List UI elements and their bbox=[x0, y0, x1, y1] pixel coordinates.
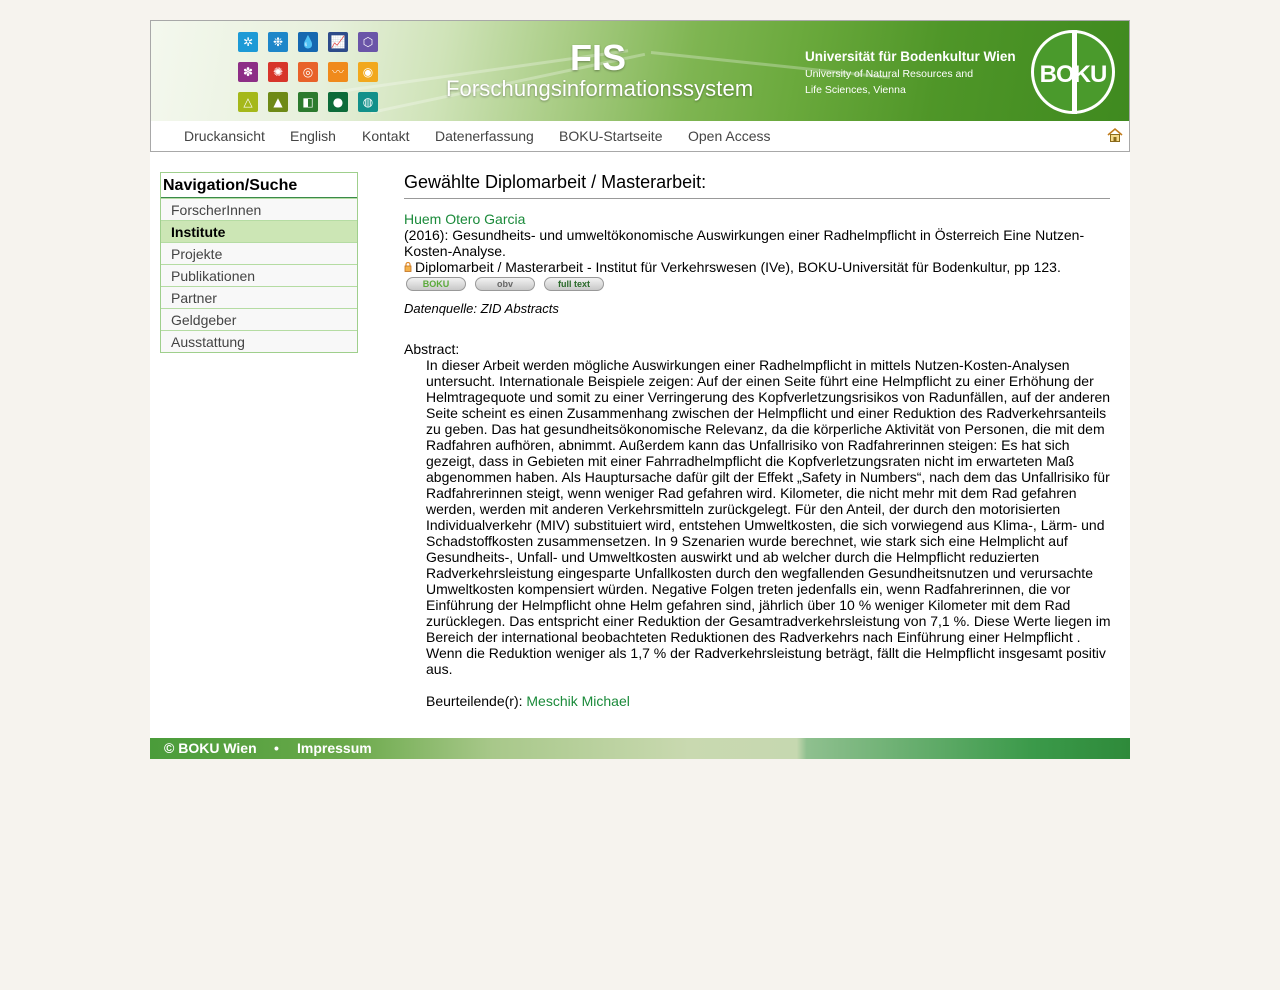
footer-copyright: © BOKU Wien bbox=[164, 740, 257, 756]
page-title: Gewählte Diplomarbeit / Masterarbeit: bbox=[404, 172, 1110, 199]
nav-druckansicht[interactable]: Druckansicht bbox=[184, 128, 265, 144]
university-name-en-line2: Life Sciences, Vienna bbox=[805, 84, 906, 96]
sidebar-item-geldgeber[interactable]: Geldgeber bbox=[161, 308, 357, 330]
sidebar-title: Navigation/Suche bbox=[161, 173, 357, 198]
link-buttons bbox=[404, 277, 1110, 293]
water-drop-icon: 💧 bbox=[298, 32, 318, 52]
cycle-icon: ◎ bbox=[298, 62, 318, 82]
author-link[interactable]: Huem Otero Garcia bbox=[404, 211, 526, 227]
bulb-icon: ● bbox=[328, 92, 348, 112]
header-banner bbox=[150, 20, 1130, 121]
fis-title: FIS bbox=[570, 37, 627, 78]
home-icon[interactable] bbox=[1107, 127, 1123, 143]
university-name-de: Universität für Bodenkultur Wien bbox=[805, 49, 1016, 64]
chart-line-icon: 〰 bbox=[328, 62, 348, 82]
tree-icon: ▲ bbox=[268, 92, 288, 112]
obv-link-button[interactable]: obv bbox=[475, 277, 535, 291]
page-container bbox=[150, 20, 1130, 759]
top-navigation bbox=[150, 121, 1130, 152]
nav-kontakt[interactable]: Kontakt bbox=[362, 128, 410, 144]
university-name-en-line1: University of Natural Resources and bbox=[805, 68, 974, 80]
thesis-type-text: Diplomarbeit / Masterarbeit - Institut für Verkehrswesen (IVe), BOKU-Universität für Bodenkultur, pp 123. bbox=[415, 259, 1061, 275]
abstract-label: Abstract: bbox=[404, 341, 460, 357]
sidebar-item-partner[interactable]: Partner bbox=[161, 286, 357, 308]
main-content bbox=[404, 172, 1110, 709]
sidebar-item-publikationen[interactable]: Publikationen bbox=[161, 264, 357, 286]
leaf-icon: ◧ bbox=[298, 92, 318, 112]
boku-logo-text: BOKU bbox=[1039, 61, 1107, 88]
molecule-icon: ✲ bbox=[238, 32, 258, 52]
spiral-icon: ◉ bbox=[358, 62, 378, 82]
boku-link-button[interactable]: BOKU bbox=[406, 277, 466, 291]
fis-subtitle: Forschungsinformationssystem bbox=[446, 76, 754, 101]
nav-english[interactable]: English bbox=[290, 128, 336, 144]
footer-separator: • bbox=[274, 740, 279, 756]
fulltext-link-button[interactable]: full text bbox=[544, 277, 604, 291]
sidebar-item-ausstattung[interactable]: Ausstattung bbox=[161, 330, 357, 352]
citation-text: (2016): Gesundheits- und umweltökonomische Auswirkungen einer Radhelmpflicht in Österreich Eine Nutzen-Kosten-Analyse. bbox=[404, 227, 1085, 259]
sidebar-item-forscherinnen[interactable]: ForscherInnen bbox=[161, 198, 357, 220]
sidebar-item-institute[interactable]: Institute bbox=[161, 220, 357, 242]
thesis-type-line bbox=[404, 259, 1110, 275]
reviewer-line bbox=[426, 693, 1110, 709]
nav-open-access[interactable]: Open Access bbox=[688, 128, 771, 144]
footer-impressum-link[interactable]: Impressum bbox=[297, 740, 372, 756]
footer bbox=[150, 738, 1130, 759]
boku-logo[interactable] bbox=[1031, 30, 1115, 114]
nav-datenerfassung[interactable]: Datenerfassung bbox=[435, 128, 534, 144]
reviewer-label: Beurteilende(r): bbox=[426, 693, 523, 709]
flower-icon: ✽ bbox=[238, 62, 258, 82]
cells-icon: ❉ bbox=[268, 32, 288, 52]
triangle-icon: △ bbox=[238, 92, 258, 112]
data-source: Datenquelle: ZID Abstracts bbox=[404, 301, 559, 316]
hexagon-icon: ⬡ bbox=[358, 32, 378, 52]
sidebar-item-projekte[interactable]: Projekte bbox=[161, 242, 357, 264]
graph-icon: 📈 bbox=[328, 32, 348, 52]
globe-icon: ◍ bbox=[358, 92, 378, 112]
lock-icon bbox=[404, 262, 412, 272]
abstract-text: In dieser Arbeit werden mögliche Auswirkungen einer Radhelmpflicht in mittels Nutzen-Kosten-Analysen untersucht. Internationale Beispiele zeigen: Auf der einen Seite führt eine Helmpflicht zu einer Erhöhung der Helmtragequote und somit zu einer Verringerung des Kopfverletzungsrisikos von Radunfällen, auf der anderen Seite scheint es einen Zusammenhang zwischen der Helmpflicht und einer Reduktion des Radverkehrsanteils zu geben. Das hat gesundheitsökonomische Relevanz, da die körperliche Aktivität von Personen, die mit dem Radfahren aufhören, abnimmt. Außerdem kann das Unfallrisiko von Radfahrerinnen steigen: Es hat sich gezeigt, dass in Gebieten mit einer Fahrradhelmpflicht die Kopfverletzungsraten nicht im erwarteten Maß abgenommen haben. Als Hauptursache dafür gilt der Effekt „Safety in Numbers“, nach dem das Unfallrisiko für Radfahrerinnen steigt, wenn weniger Rad gefahren wird. Kilometer, die nicht mehr mit dem Rad gefahren werden, werden mit anderen Verkehrsmitteln zurückgelegt. Für den Anteil, der durch den motorisierten Individualverkehr (MIV) substituiert wird, entstehen Umweltkosten, die sich vorwiegend aus Klima-, Lärm- und Schadstoffkosten zusammensetzen. In 9 Szenarien wurde berechnet, wie stark sich eine Helmplicht auf Gesundheits-, Unfall- und Umweltkosten auswirkt und ab welcher durch die Helmpflicht reduzierten Radverkehrsleistung eingesparte Unfallkosten durch den wegfallenden Gesundheitsnutzen und verursachte Umweltkosten kompensiert würden. Negative Folgen treten jedenfalls ein, wenn Radfahrerinnen, die vor Einführung der Helmpflicht ohne Helm gefahren sind, jährlich über 10 % weniger Kilometer mit dem Rad zurücklegen. Das entspricht einer Reduktion der Gesamtradverkehrsleistung von 7,1 %. Diese Werte liegen im Bereich der international beobachteten Reduktionen des Radverkehrs nach Einführung einer Helmpflicht . Wenn die Reduktion weniger als 1,7 % der Radverkehrsleistung beträgt, fällt die Helmpflicht insgesamt positiv aus. bbox=[426, 357, 1111, 677]
sun-icon: ✺ bbox=[268, 62, 288, 82]
reviewer-link[interactable]: Meschik Michael bbox=[526, 693, 630, 709]
sidebar-navigation bbox=[160, 172, 358, 353]
nav-boku-startseite[interactable]: BOKU-Startseite bbox=[559, 128, 663, 144]
